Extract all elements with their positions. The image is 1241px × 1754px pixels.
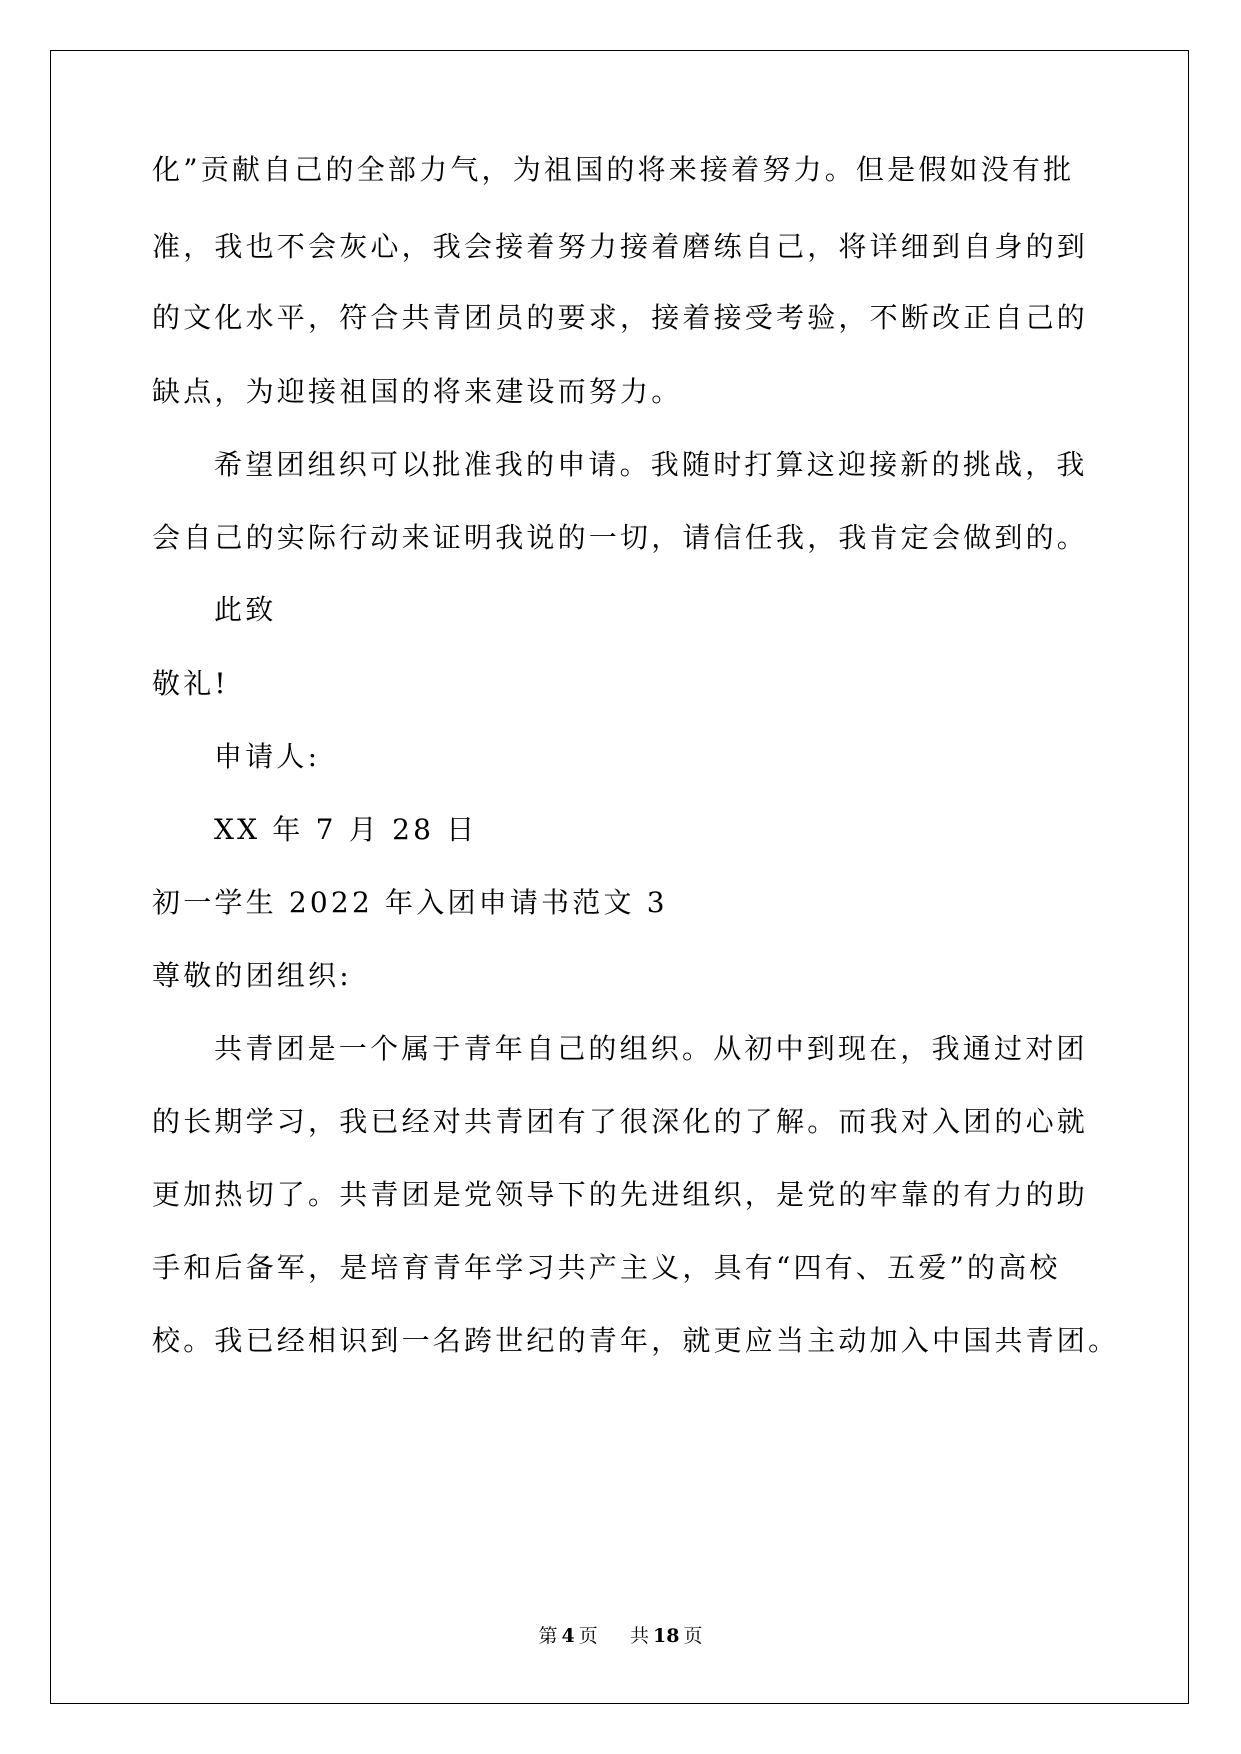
salute: 敬礼!: [152, 667, 229, 700]
closing-greeting: 此致: [214, 593, 277, 626]
salutation: 尊敬的团组织:: [152, 959, 352, 992]
section-title: 初一学生 2022 年入团申请书范文 3: [152, 886, 668, 919]
body-line-14: 的长期学习，我已经对共青团有了很深化的了解。而我对入团的心就: [152, 1105, 1089, 1138]
body-line-5: 希望团组织可以批准我的申请。我随时打算这迎接新的挑战，我: [214, 448, 1088, 481]
body-line-6: 会自己的实际行动来证明我说的一切，请信任我，我肯定会做到的。: [152, 521, 1089, 554]
applicant-label: 申请人:: [214, 740, 321, 773]
body-line-1: 化”贡献自己的全部力气，为祖国的将来接着努力。但是假如没有批: [152, 153, 1075, 186]
body-line-4: 缺点，为迎接祖国的将来建设而努力。: [152, 375, 683, 408]
date-line: XX 年 7 月 28 日: [214, 813, 478, 846]
page-indicator: 第 4 页: [538, 1625, 598, 1647]
body-line-2: 准，我也不会灰心，我会接着努力接着磨练自己，将详细到自身的到: [152, 230, 1089, 263]
body-line-16: 手和后备军，是培育青年学习共产主义，具有“四有、五爱”的高校: [152, 1251, 1061, 1284]
body-line-15: 更加热切了。共青团是党领导下的先进组织，是党的牢靠的有力的助: [152, 1178, 1089, 1211]
page-border: [50, 50, 1189, 1704]
total-pages-indicator: 共 18 页: [629, 1625, 703, 1647]
body-line-17: 校。我已经相识到一名跨世纪的青年，就更应当主动加入中国共青团。: [152, 1324, 1120, 1357]
page-footer: [0, 1621, 1241, 1648]
body-line-3: 的文化水平，符合共青团员的要求，接着接受考验，不断改正自己的: [152, 301, 1089, 334]
body-line-13: 共青团是一个属于青年自己的组织。从初中到现在，我通过对团: [214, 1032, 1088, 1065]
